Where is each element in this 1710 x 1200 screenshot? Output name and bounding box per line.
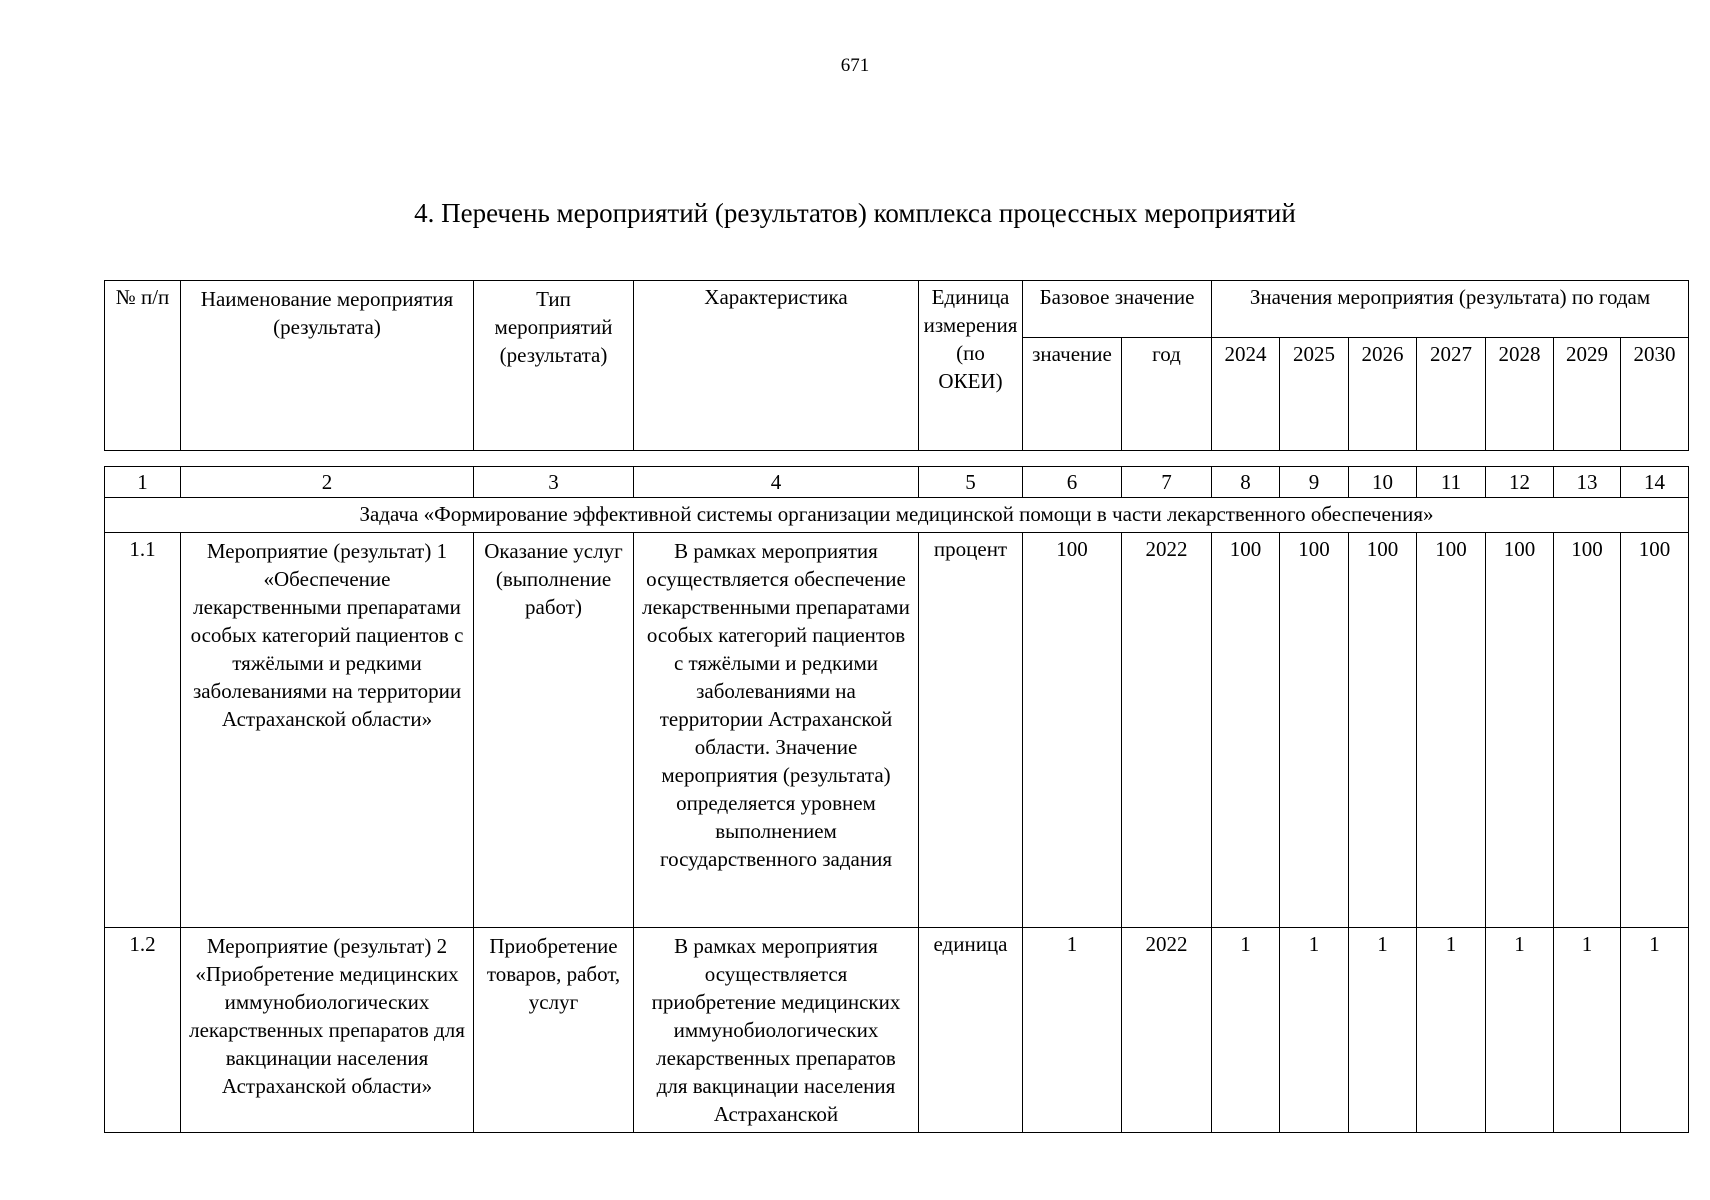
page-number: 671 xyxy=(840,55,870,76)
column-number: 14 xyxy=(1621,467,1689,498)
header-year: 2029 xyxy=(1554,338,1621,451)
column-number: 3 xyxy=(474,467,634,498)
table-header xyxy=(104,280,1689,451)
row-year-value: 1 xyxy=(1486,928,1554,1133)
column-number: 7 xyxy=(1122,467,1212,498)
row-num: 1.1 xyxy=(105,533,181,928)
header-characteristic: Характеристика xyxy=(634,281,919,451)
task-row xyxy=(105,498,1689,533)
row-base-year: 2022 xyxy=(1122,928,1212,1133)
row-year-value: 100 xyxy=(1212,533,1280,928)
column-number: 4 xyxy=(634,467,919,498)
row-unit: процент xyxy=(919,533,1023,928)
column-number: 13 xyxy=(1554,467,1621,498)
header-year: 2030 xyxy=(1621,338,1689,451)
row-year-value: 1 xyxy=(1280,928,1349,1133)
header-name: Наименование мероприятия (результата) xyxy=(181,281,474,451)
row-year-value: 100 xyxy=(1349,533,1417,928)
header-base-value: Базовое значение xyxy=(1023,281,1212,338)
page-title: 4. Перечень мероприятий (результатов) комплекса процессных мероприятий xyxy=(414,198,1296,228)
row-year-value: 1 xyxy=(1621,928,1689,1133)
row-year-value: 100 xyxy=(1621,533,1689,928)
column-number-row xyxy=(105,467,1689,498)
header-yearly-values: Значения мероприятия (результата) по годам xyxy=(1212,281,1689,338)
row-year-value: 100 xyxy=(1417,533,1486,928)
header-year: 2027 xyxy=(1417,338,1486,451)
column-number: 12 xyxy=(1486,467,1554,498)
header-year: 2026 xyxy=(1349,338,1417,451)
column-number: 11 xyxy=(1417,467,1486,498)
row-characteristic: В рамках мероприятия осуществляется обеспечение лекарственными препаратами особых категорий пациентов с тяжёлыми и редкими заболеваниями на территории Астраханской области. Значение мероприятия (результата) определяется уровнем выполнением государственного задания xyxy=(634,533,919,928)
header-year: 2028 xyxy=(1486,338,1554,451)
row-year-value: 1 xyxy=(1349,928,1417,1133)
row-year-value: 100 xyxy=(1554,533,1621,928)
row-num: 1.2 xyxy=(105,928,181,1133)
header-year: 2025 xyxy=(1280,338,1349,451)
row-base-year: 2022 xyxy=(1122,533,1212,928)
column-number: 5 xyxy=(919,467,1023,498)
column-number: 1 xyxy=(105,467,181,498)
header-unit: Единица измерения (по ОКЕИ) xyxy=(919,281,1023,451)
header-type: Тип мероприятий (результата) xyxy=(474,281,634,451)
column-number: 10 xyxy=(1349,467,1417,498)
row-name: Мероприятие (результат) 1 «Обеспечение лекарственными препаратами особых категорий пациентов с тяжёлыми и редкими заболеваниями на территории Астраханской области» xyxy=(181,533,474,928)
table-body xyxy=(104,466,1689,1133)
table-row xyxy=(105,928,1689,1133)
header-year: 2024 xyxy=(1212,338,1280,451)
row-year-value: 100 xyxy=(1280,533,1349,928)
row-year-value: 1 xyxy=(1417,928,1486,1133)
row-unit: единица xyxy=(919,928,1023,1133)
column-number: 2 xyxy=(181,467,474,498)
row-base-value: 1 xyxy=(1023,928,1122,1133)
table-row xyxy=(105,533,1689,928)
header-base-value-year: год xyxy=(1122,338,1212,451)
row-year-value: 100 xyxy=(1486,533,1554,928)
row-name: Мероприятие (результат) 2 «Приобретение медицинских иммунобиологических лекарственных препаратов для вакцинации населения Астраханской области» xyxy=(181,928,474,1133)
row-characteristic: В рамках мероприятия осуществляется приобретение медицинских иммунобиологических лекарственных препаратов для вакцинации населения Астраханской xyxy=(634,928,919,1133)
row-year-value: 1 xyxy=(1212,928,1280,1133)
row-type: Оказание услуг (выполнение работ) xyxy=(474,533,634,928)
row-base-value: 100 xyxy=(1023,533,1122,928)
column-number: 8 xyxy=(1212,467,1280,498)
column-number: 6 xyxy=(1023,467,1122,498)
column-number: 9 xyxy=(1280,467,1349,498)
task-title: Задача «Формирование эффективной системы организации медицинской помощи в части лекарственного обеспечения» xyxy=(105,498,1689,533)
header-num: № п/п xyxy=(105,281,181,451)
row-type: Приобретение товаров, работ, услуг xyxy=(474,928,634,1133)
header-base-value-value: значение xyxy=(1023,338,1122,451)
row-year-value: 1 xyxy=(1554,928,1621,1133)
